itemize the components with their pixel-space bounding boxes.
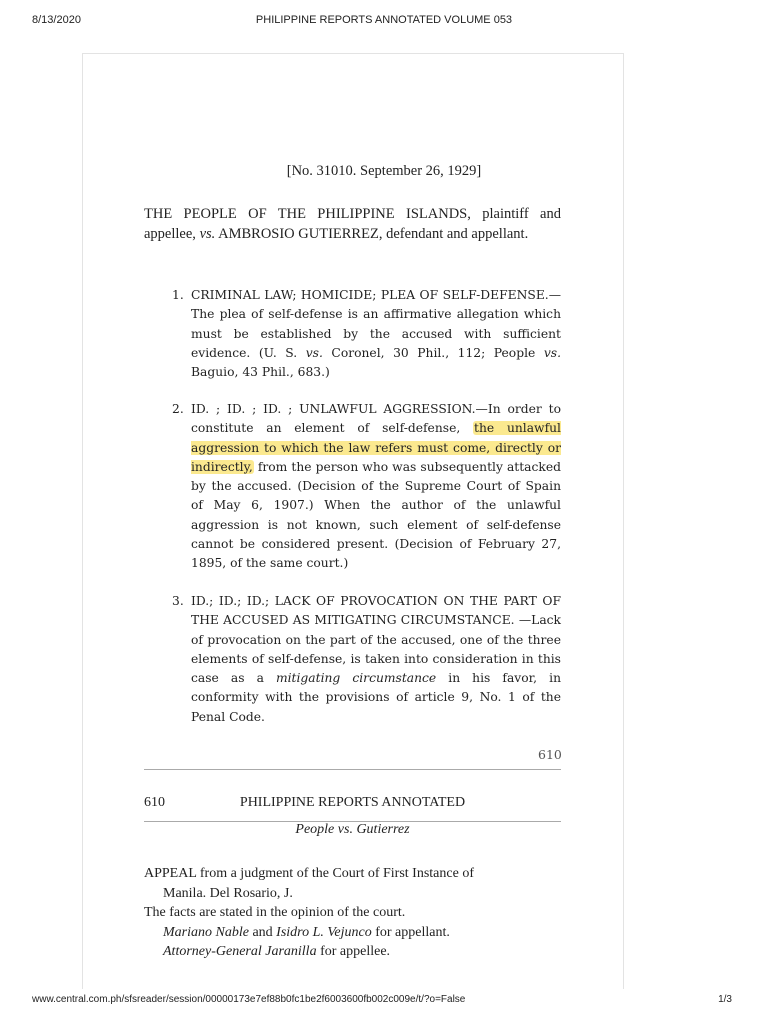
syllabus-number: 1.: [172, 288, 184, 302]
defendant-name: AMBROSIO GUTIERREZ: [215, 225, 379, 242]
case-parties: [144, 205, 561, 244]
page-number: 610: [538, 747, 562, 762]
running-head-title: PHILIPPINE REPORTS ANNOTATED: [239, 795, 466, 810]
syllabus-item: [172, 592, 561, 727]
syllabus-number: 2.: [172, 402, 184, 416]
running-head-page: 610: [144, 795, 165, 810]
counsel-appellee: Attorney-General Jaranilla for appellee.: [163, 944, 391, 959]
plaintiff-name: THE PEOPLE OF THE PHILIPPINE ISLANDS: [144, 206, 468, 222]
syllabus-item: [172, 400, 561, 574]
page-divider: [144, 769, 561, 770]
browser-print-title: PHILIPPINE REPORTS ANNOTATED VOLUME 053: [255, 14, 513, 26]
syllabus-text: ID.; ID.; ID.; LACK OF PROVOCATION ON THE PART OF THE ACCUSED AS MITIGATING CIRCUMSTANCE. —Lack of provocation on the part of the accused, one of the three elements of self-defense, is taken into consideration in this case as a mitigating circumstance in his favor, in conformity with the provisions of article 9, No. 1 of the Penal Code.: [191, 594, 561, 724]
browser-print-date: 8/13/2020: [32, 14, 81, 26]
syllabus-number: 3.: [172, 594, 184, 608]
running-head-subtitle: People vs. Gutierrez: [295, 822, 410, 837]
counsel-appellant: Mariano Nable and Isidro L. Vejunco for appellant.: [163, 924, 450, 940]
syllabus-item: [172, 286, 561, 382]
browser-print-url: www.central.com.ph/sfsreader/session/00000173e7ef88b0fc1be2f6003600fb002c009e/t/?o=False: [32, 994, 466, 1005]
plaintiff-role: , plaintiff and appellee,: [144, 206, 561, 242]
browser-print-page: 1/3: [718, 994, 732, 1005]
syllabus-text: CRIMINAL LAW; HOMICIDE; PLEA OF SELF-DEFENSE.—The plea of self-defense is an affirmative allegation which must be established by the accused with sufficient evidence. (U. S. vs. Coronel, 30 Phil., 112; People vs. Baguio, 43 Phil., 683.): [191, 288, 561, 380]
syllabus-text: ID. ; ID. ; ID. ; UNLAWFUL AGGRESSION.—In order to constitute an element of self-defense, the unlawful aggression to which the law refers must come, directly or indirectly, from the person who was subsequently attacked by the accused. (Decision of the Supreme Court of Spain of May 6, 1907.) When the author of the unlawful aggression is not known, such element of self-defense cannot be considered present. (Decision of February 27, 1895, of the same court.): [191, 402, 561, 571]
case-number: [No. 31010. September 26, 1929]: [286, 163, 482, 179]
facts-line: The facts are stated in the opinion of the court.: [144, 905, 406, 920]
appeal-line: APPEAL from a judgment of the Court of First Instance of: [144, 866, 474, 881]
versus: vs.: [199, 225, 216, 242]
highlighted-text[interactable]: the unlawful aggression to which the law refers must come, directly or indirectly,: [191, 421, 561, 474]
appeal-line: Manila. Del Rosario, J.: [163, 885, 293, 901]
appeal-block: [144, 864, 564, 962]
defendant-role: , defendant and appellant.: [378, 225, 529, 242]
